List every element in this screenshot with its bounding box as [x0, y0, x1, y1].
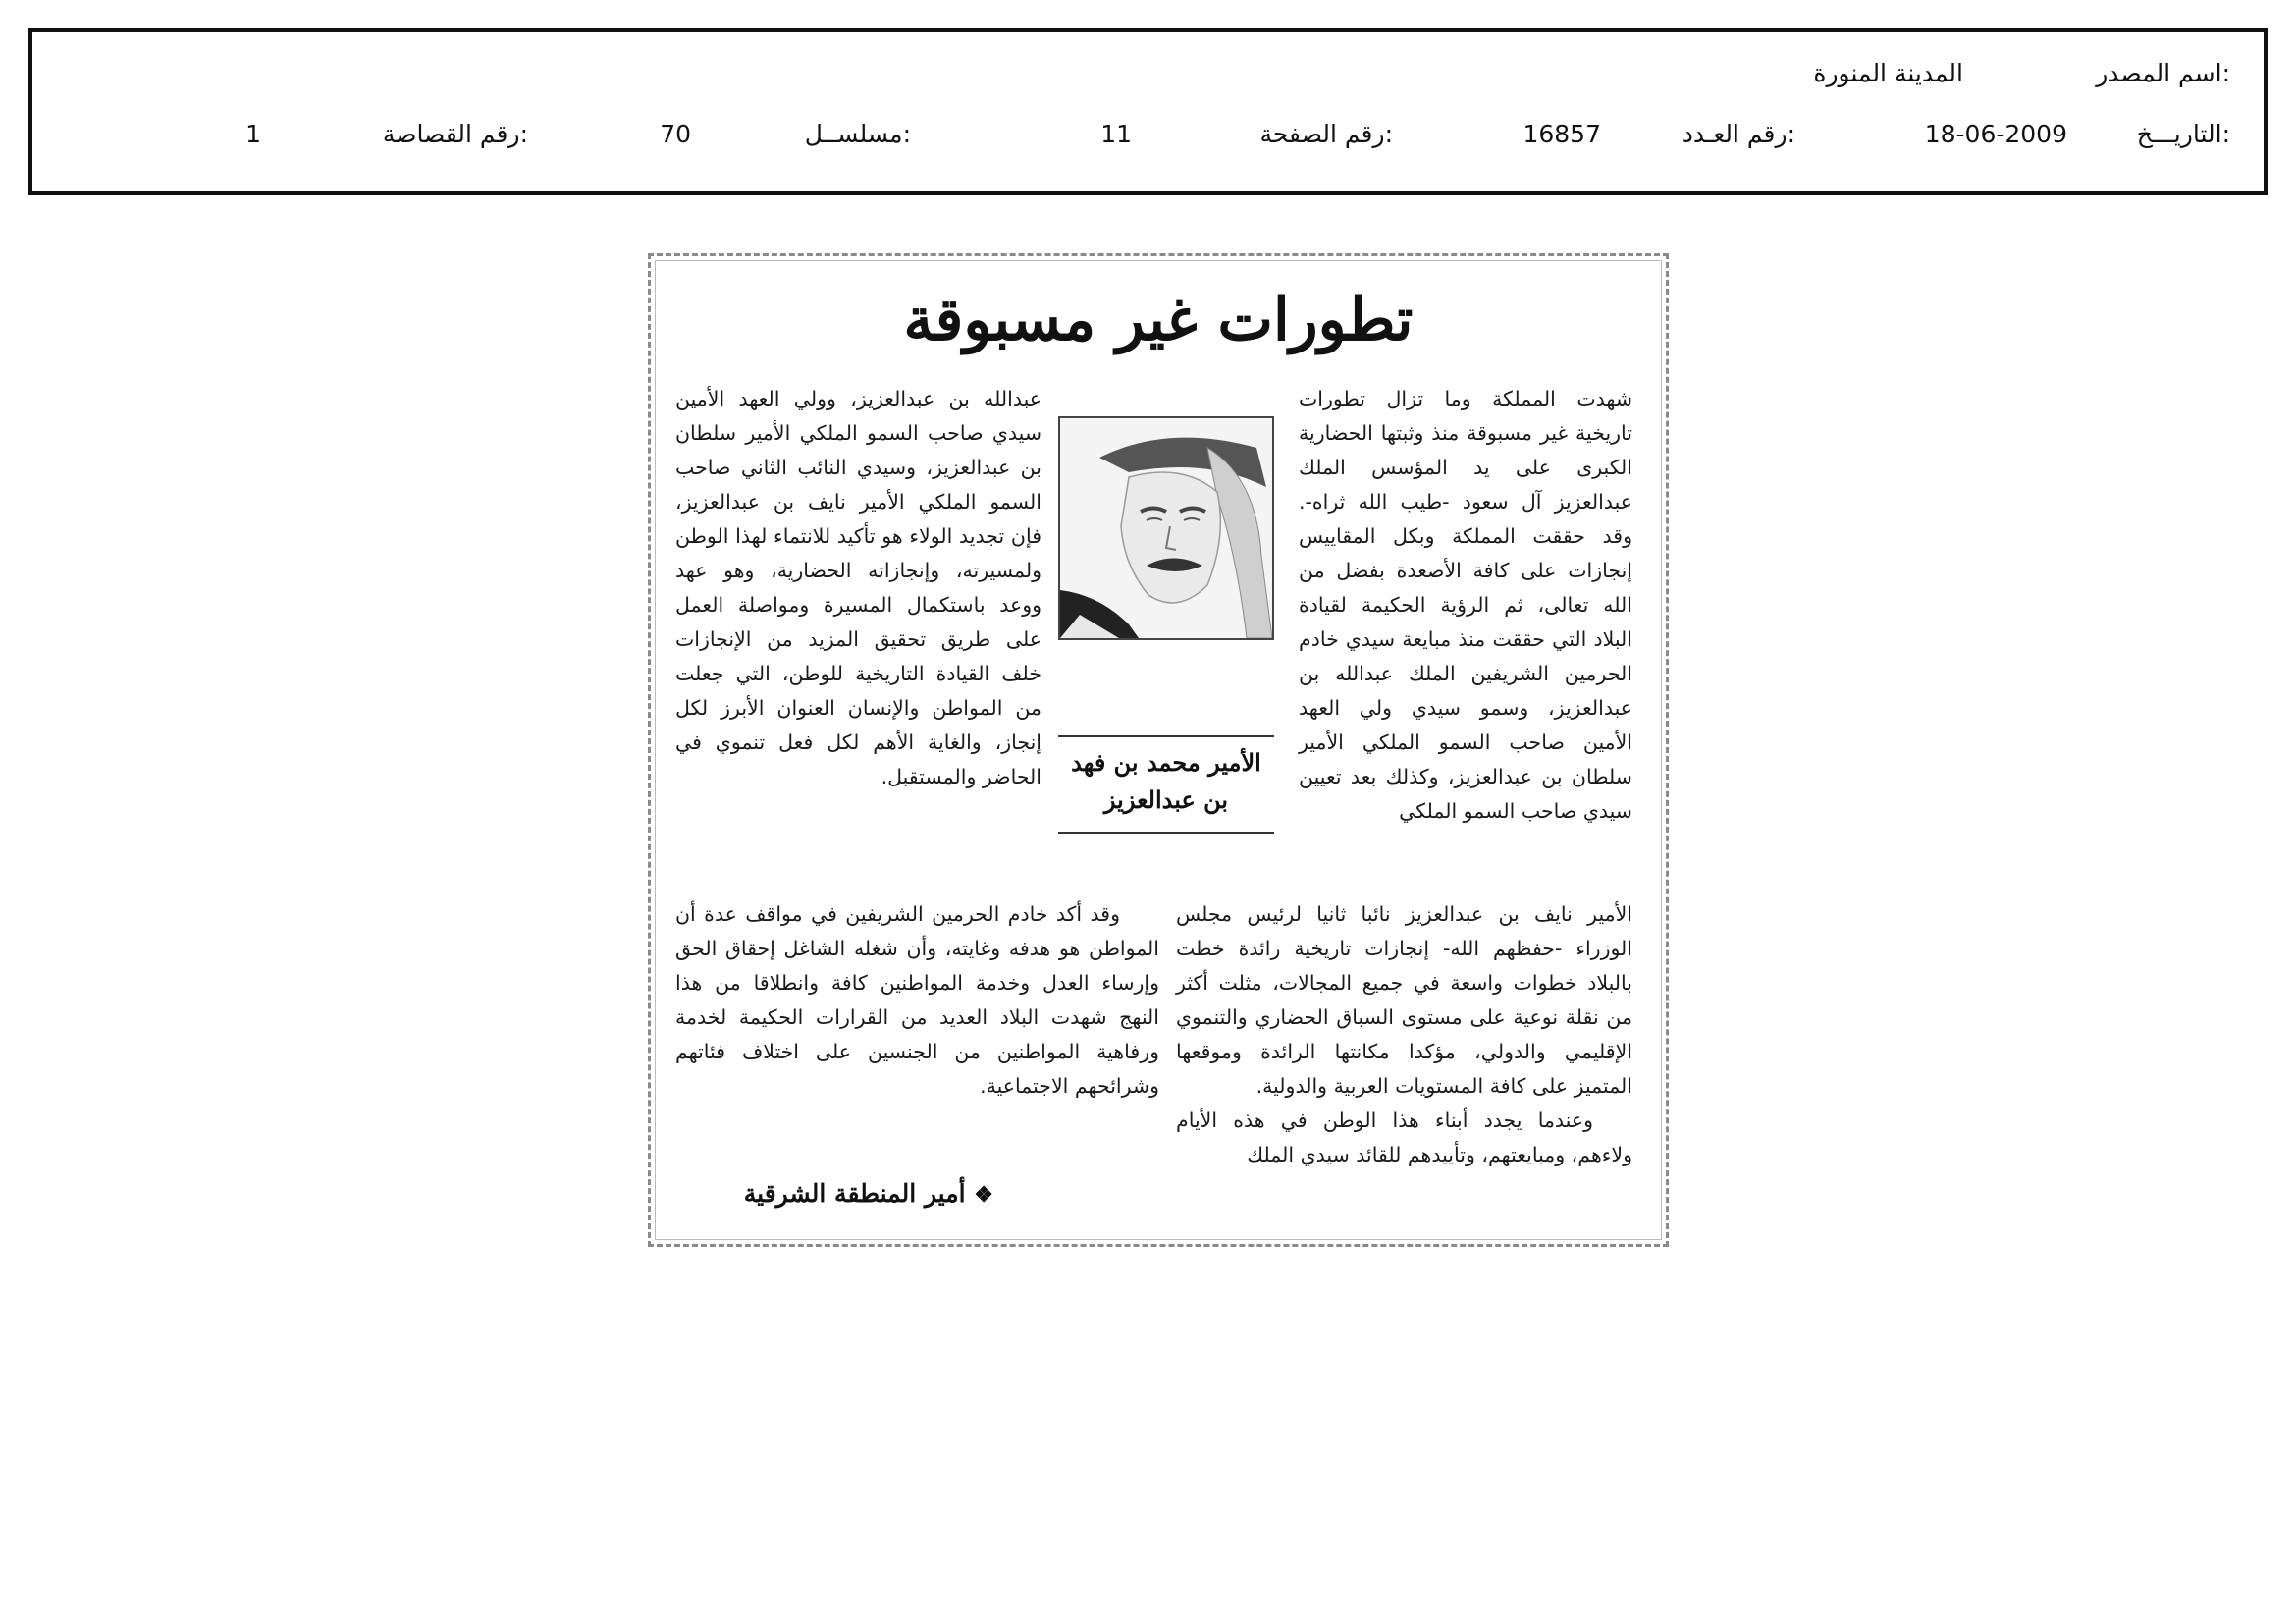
- paragraph: وقد أكد خادم الحرمين الشريفين في مواقف عدة أن المواطن هو هدفه وغايته، وأن شغله الشاغل إحقاق الحق وإرساء العدل وخدمة المواطنين كافة وانطلاقا من هذا النهج شهدت البلاد العديد من القرارات الحكيمة لخدمة ورفاهية المواطنين من الجنسين على اختلاف فئاتهم وشرائحهم الاجتماعية.: [675, 902, 1159, 1098]
- paragraph: الأمير نايف بن عبدالعزيز نائبا ثانيا لرئيس مجلس الوزراء -حفظهم الله- إنجازات تاريخية رائدة خطت بالبلاد خطوات واسعة في جميع المجالات، مثلت أكثر من نقلة نوعية على مستوى السباق الحضاري والتنموي الإقليمي والدولي، مؤكدا مكانتها الرائدة وموقعها المتميز على كافة المستويات العربية والدولية.: [1176, 902, 1632, 1098]
- signature-mark: ❖: [974, 1182, 993, 1208]
- article-headline: تطورات غير مسبوقة: [903, 286, 1414, 354]
- article-column-right: [1299, 382, 1632, 829]
- portrait-illustration: [1060, 418, 1272, 638]
- article-column-right-lower: [1176, 897, 1632, 1172]
- issue-value: 16857: [1522, 120, 1601, 148]
- newspaper-clipping: [648, 253, 1669, 1247]
- serial-value: 70: [660, 120, 691, 148]
- issue-label: رقم العـدد:: [1682, 120, 1795, 148]
- date-value: 18-06-2009: [1924, 120, 2067, 148]
- signature-text: أمير المنطقة الشرقية: [743, 1179, 966, 1208]
- article-column-left: [675, 382, 1041, 794]
- article-signature: [669, 1176, 993, 1213]
- source-value: المدينة المنورة: [1813, 59, 1963, 87]
- date-label: التاريـــخ:: [2136, 120, 2230, 148]
- caption-rule-bottom: [1058, 832, 1274, 834]
- clipping-metadata-header: [28, 28, 2268, 195]
- source-label: اسم المصدر:: [2096, 59, 2230, 87]
- paragraph: عبدالله بن عبدالعزيز، وولي العهد الأمين سيدي صاحب السمو الملكي الأمير سلطان بن عبدالعزيز، وسيدي النائب الثاني صاحب السمو الملكي الأمير نايف بن عبدالعزيز، فإن تجديد الولاء هو تأكيد للانتماء لهذا الوطن ولمسيرته، وإنجازاته الحضارية، وهو عهد ووعد باستكمال المسيرة ومواصلة العمل على طريق تحقيق المزيد من الإنجازات خلف القيادة التاريخية للوطن، التي جعلت من المواطن والإنسان العنوان الأبرز لكل إنجاز، والغاية الأهم لكل فعل تنموي في الحاضر والمستقبل.: [675, 387, 1041, 788]
- caption-rule-top: [1058, 735, 1274, 737]
- serial-label: مسلســل:: [804, 120, 911, 148]
- clip-number-label: رقم القصاصة:: [382, 120, 528, 148]
- page-label: رقم الصفحة:: [1259, 120, 1393, 148]
- page-value: 11: [1100, 120, 1132, 148]
- article-column-left-lower: [675, 897, 1159, 1104]
- paragraph: وعندما يجدد أبناء هذا الوطن في هذه الأيام ولاءهم، ومبايعتهم، وتأييدهم للقائد سيدي الملك: [1176, 1109, 1632, 1166]
- photo-caption: الأمير محمد بن فهد بن عبدالعزيز: [1071, 748, 1261, 814]
- clip-number-value: 1: [245, 120, 261, 148]
- author-photo: [1058, 416, 1274, 640]
- paragraph: شهدت المملكة وما تزال تطورات تاريخية غير مسبوقة منذ وثبتها الحضارية الكبرى على يد المؤسس الملك عبدالعزيز آل سعود -طيب الله ثراه-. وقد حققت المملكة وبكل المقاييس إنجازات على كافة الأصعدة بفضل من الله تعالى، ثم الرؤية الحكيمة لقيادة البلاد التي حققت منذ مبايعة سيدي خادم الحرمين الشريفين الملك عبدالله بن عبدالعزيز، وسمو سيدي ولي العهد الأمين صاحب السمو الملكي الأمير سلطان بن عبدالعزيز، وكذلك بعد تعيين سيدي صاحب السمو الملكي: [1299, 387, 1632, 823]
